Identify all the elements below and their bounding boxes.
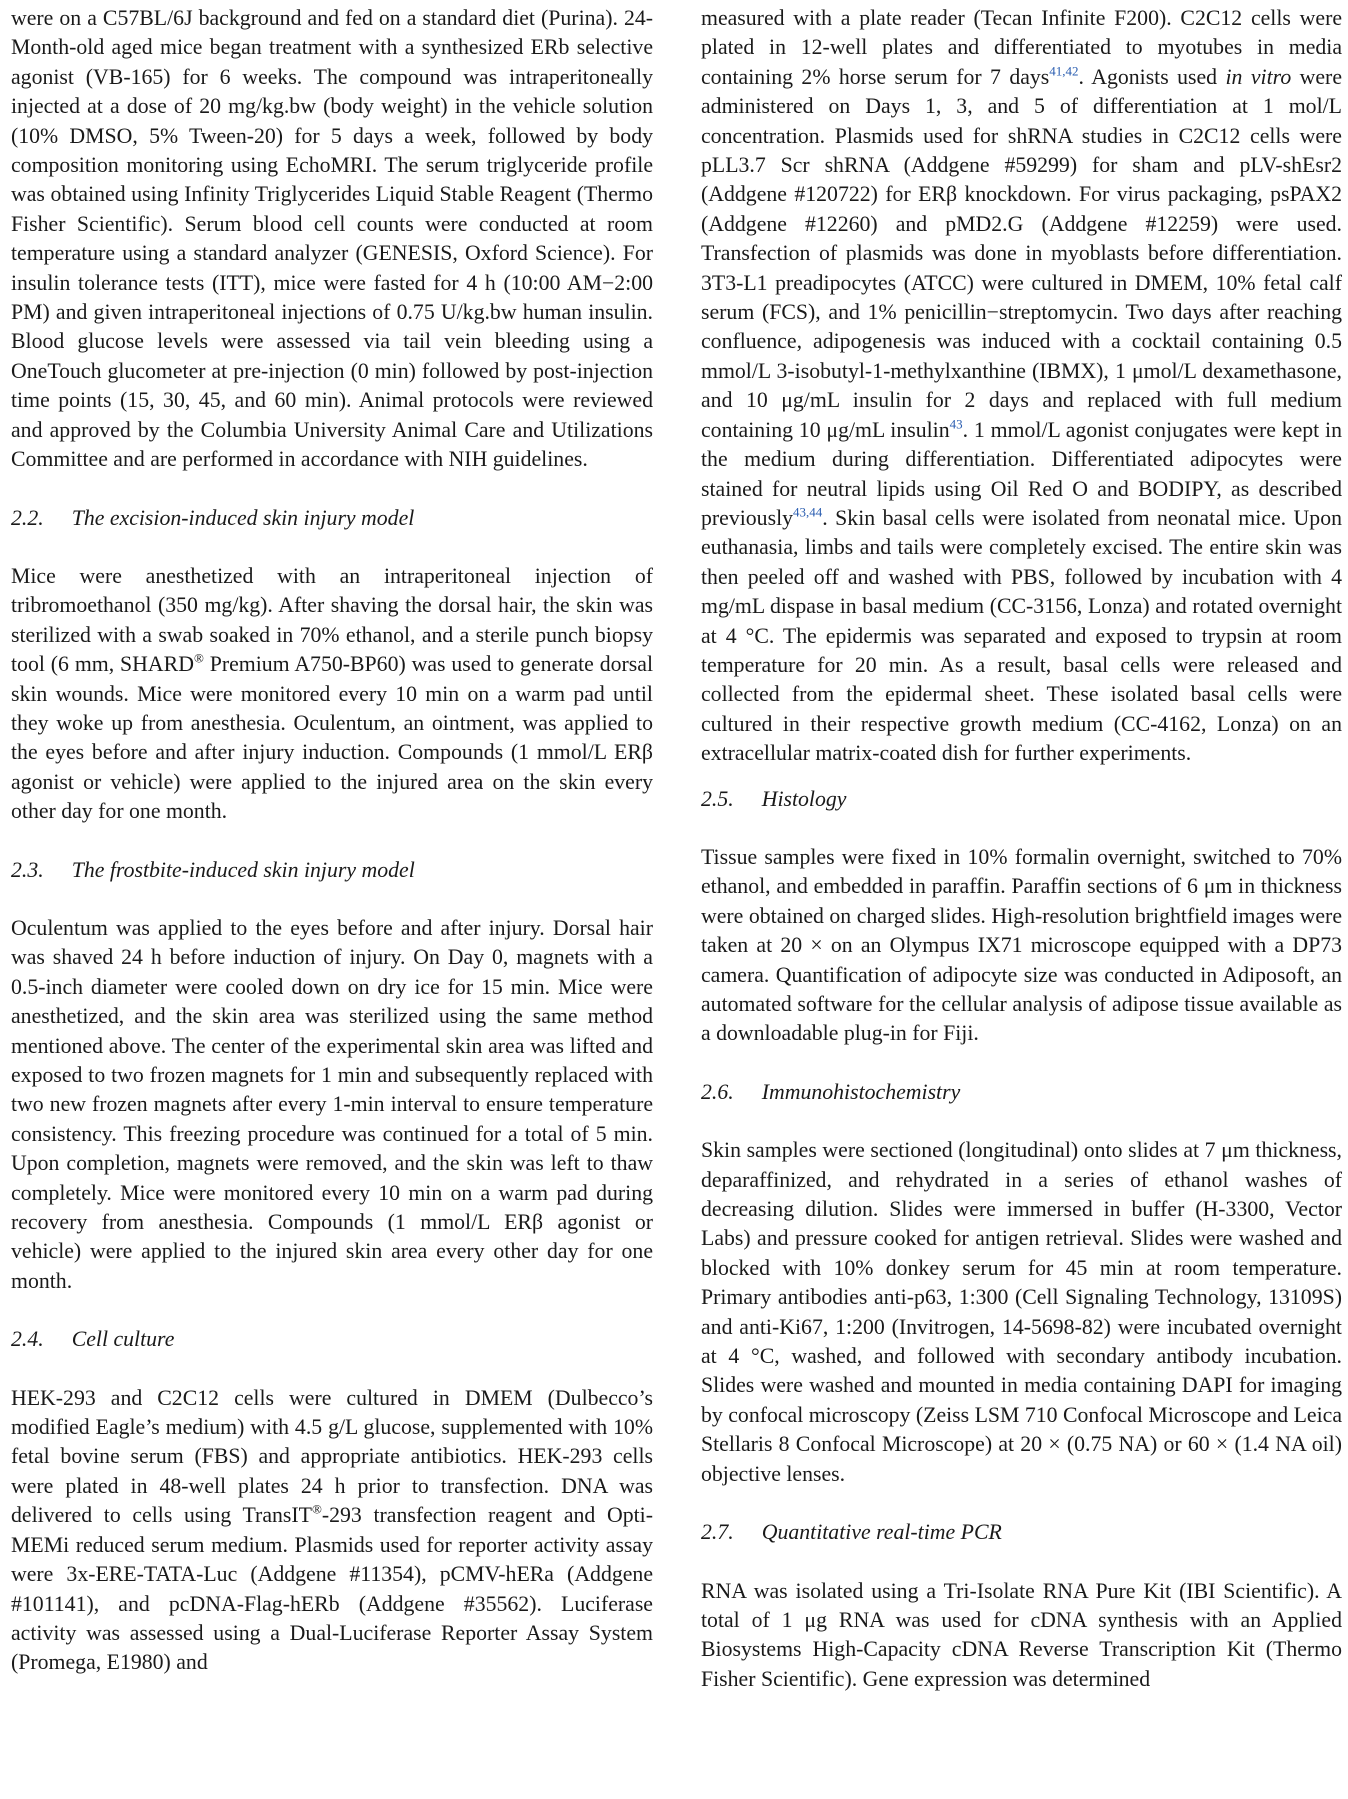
section-number: 2.6.	[701, 1079, 734, 1104]
section-number: 2.2.	[11, 505, 44, 530]
section-number: 2.4.	[11, 1327, 44, 1352]
section-heading-2-6	[701, 1078, 1342, 1107]
section-number: 2.7.	[701, 1520, 734, 1545]
paragraph-cell-culture-continued: measured with a plate reader (Tecan Infinite F200). C2C12 cells were plated in 12-well plates and differentiated to myotubes in media containing 2% horse serum for 7 days$^{41,42}$. Agonists used in vitro were administered on Days 1, 3, and 5 of differentiation at 1 mol/L concentration. Plasmids used for shRNA studies in C2C12 cells were pLL3.7 Scr shRNA (Addgene #59299) for sham and pLV-shEsr2 (Addgene #120722) for ERβ knockdown. For virus packaging, psPAX2 (Addgene #12260) and pMD2.G (Addgene #12259) were used. Transfection of plasmids was done in myoblasts before differentiation. 3T3-L1 preadipocytes (ATCC) were cultured in DMEM, 10% fetal calf serum (FCS), and 1% penicillin−streptomycin. Two days after reaching confluence, adipogenesis was induced with a cocktail containing 0.5 mmol/L 3-isobutyl-1-methylxanthine (IBMX), 1 μmol/L dexamethasone, and 10 μg/mL insulin for 2 days and replaced with full medium containing 10 μg/mL insulin$^{43}$. 1 mmol/L agonist conjugates were kept in the medium during differentiation. Differentiated adipocytes were stained for neutral lipids using Oil Red O and BODIPY, as described previously$^{43,44}$. Skin basal cells were isolated from neonatal mice. Upon euthanasia, limbs and tails were completely excised. The entire skin was then peeled off and washed with PBS, followed by incubation with 4 mg/mL dispase in basal medium (CC-3156, Lonza) and rotated overnight at 4 °C. The epidermis was separated and exposed to trypsin at room temperature for 20 min. As a result, basal cells were released and collected from the epidermal sheet. These isolated basal cells were cultured in their respective growth medium (CC-4162, Lonza) on an extracellular matrix-coated dish for further experiments.	[701, 6, 1342, 766]
section-number: 2.3.	[11, 857, 44, 882]
paragraph-frostbite-model: Oculentum was applied to the eyes before and after injury. Dorsal hair was shaved 24 h before induction of injury. On Day 0, magnets with a 0.5-inch diameter were cooled down on dry ice for 15 min. Mice were anesthetized, and the skin area was sterilized using the same method mentioned above. The center of the experimental skin area was lifted and exposed to two frozen magnets for 1 min and subsequently replaced with two new frozen magnets after every 1-min interval to ensure temperature consistency. This freezing procedure was continued for a total of 5 min. Upon completion, magnets were removed, and the skin was left to thaw completely. Mice were monitored every 10 min on a warm pad during recovery from anesthesia. Compounds (1 mmol/L ERβ agonist or vehicle) were applied to the injured skin area every other day for one month.	[11, 915, 653, 1293]
section-heading-2-7	[701, 1518, 1342, 1547]
citation-link[interactable]: 43	[949, 416, 963, 432]
left-column	[11, 4, 653, 1678]
section-title: Quantitative real-time PCR	[761, 1520, 1002, 1545]
section-title: Histology	[761, 786, 847, 811]
section-heading-2-3	[11, 856, 653, 885]
paragraph-animal-treatment: were on a C57BL/6J background and fed on a standard diet (Purina). 24-Month-old aged mice began treatment with a synthesized ERb selective agonist (VB-165) for 6 weeks. The compound was intraperitoneally injected at a dose of 20 mg/kg.bw (body weight) in the vehicle solution (10% DMSO, 5% Tween-20) for 5 days a week, followed by body composition monitoring using EchoMRI. The serum triglyceride profile was obtained using Infinity Triglycerides Liquid Stable Reagent (Thermo Fisher Scientific). Serum blood cell counts were conducted at room temperature using a standard analyzer (GENESIS, Oxford Science). For insulin tolerance tests (ITT), mice were fasted for 4 h (10:00 AM−2:00 PM) and given intraperitoneal injections of 0.75 U/kg.bw human insulin. Blood glucose levels were assessed via tail vein bleeding using a OneTouch glucometer at pre-injection (0 min) followed by post-injection time points (15, 30, 45, and 60 min). Animal protocols were reviewed and approved by the Columbia University Animal Care and Utilizations Committee and are performed in accordance with NIH guidelines.	[11, 6, 653, 472]
paragraph-immunohistochemistry: Skin samples were sectioned (longitudinal) onto slides at 7 μm thickness, deparaffinized, and rehydrated in a series of ethanol washes of decreasing dilution. Slides were immersed in buffer (H-3300, Vector Labs) and pressure cooked for antigen retrieval. Slides were washed and blocked with 10% donkey serum for 45 min at room temperature. Primary antibodies anti-p63, 1:300 (Cell Signaling Technology, 13109S) and anti-Ki67, 1:200 (Invitrogen, 14-5698-82) were incubated overnight at 4 °C, washed, and followed with secondary antibody incubation. Slides were washed and mounted in media containing DAPI for imaging by confocal microscopy (Zeiss LSM 710 Confocal Microscope and Leica Stellaris 8 Confocal Microscope) at 20 × (0.75 NA) or 60 × (1.4 NA oil) objective lenses.	[701, 1138, 1343, 1486]
section-heading-2-4	[11, 1325, 653, 1354]
section-title: The frostbite-induced skin injury model	[71, 857, 415, 882]
citation-link[interactable]: 41,42	[1049, 63, 1079, 79]
section-heading-2-5	[701, 785, 1342, 814]
section-number: 2.5.	[701, 786, 734, 811]
section-heading-2-2	[11, 504, 653, 533]
paragraph-qpcr: RNA was isolated using a Tri-Isolate RNA Pure Kit (IBI Scientific). A total of 1 μg RNA was used for cDNA synthesis with an Applied Biosystems High-Capacity cDNA Reverse Transcription Kit (Thermo Fisher Scientific). Gene expression was determined	[701, 1578, 1342, 1691]
paragraph-histology: Tissue samples were fixed in 10% formalin overnight, switched to 70% ethanol, and embedded in paraffin. Paraffin sections of 6 μm in thickness were obtained on charged slides. High-resolution brightfield images were taken at 20 × on an Olympus IX71 microscope equipped with a DP73 camera. Quantification of adipocyte size was conducted in Adiposoft, an automated software for the cellular analysis of adipose tissue available as a downloadable plug-in for Fiji.	[701, 844, 1342, 1046]
paragraph-excision-model: Mice were anesthetized with an intraperitoneal injection of tribromoethanol (350 mg/kg). After shaving the dorsal hair, the skin was sterilized with a swab soaked in 70% ethanol, and a sterile punch biopsy tool (6 mm, SHARD® Premium A750-BP60) was used to generate dorsal skin wounds. Mice were monitored every 10 min on a warm pad until they woke up from anesthesia. Oculentum, an ointment, was applied to the eyes before and after injury induction. Compounds (1 mmol/L ERβ agonist or vehicle) were applied to the injured area on the skin every other day for one month.	[11, 563, 654, 824]
section-title: Cell culture	[71, 1327, 175, 1352]
section-title: The excision-induced skin injury model	[71, 505, 415, 530]
section-title: Immunohistochemistry	[761, 1079, 961, 1104]
paragraph-cell-culture: HEK-293 and C2C12 cells were cultured in DMEM (Dulbecco’s modified Eagle’s medium) with 4.5 g/L glucose, supplemented with 10% fetal bovine serum (FBS) and appropriate antibiotics. HEK-293 cells were plated in 48-well plates 24 h prior to transfection. DNA was delivered to cells using TransIT®-293 transfection reagent and Opti-MEMi reduced serum medium. Plasmids used for reporter activity assay were 3x-ERE-TATA-Luc (Addgene #11354), pCMV-hERa (Addgene #101141), and pcDNA-Flag-hERb (Addgene #35562). Luciferase activity was assessed using a Dual-Luciferase Reporter Assay System (Promega, E1980) and	[11, 1385, 653, 1675]
citation-link[interactable]: 43,44	[793, 504, 823, 520]
right-column	[701, 4, 1342, 1694]
